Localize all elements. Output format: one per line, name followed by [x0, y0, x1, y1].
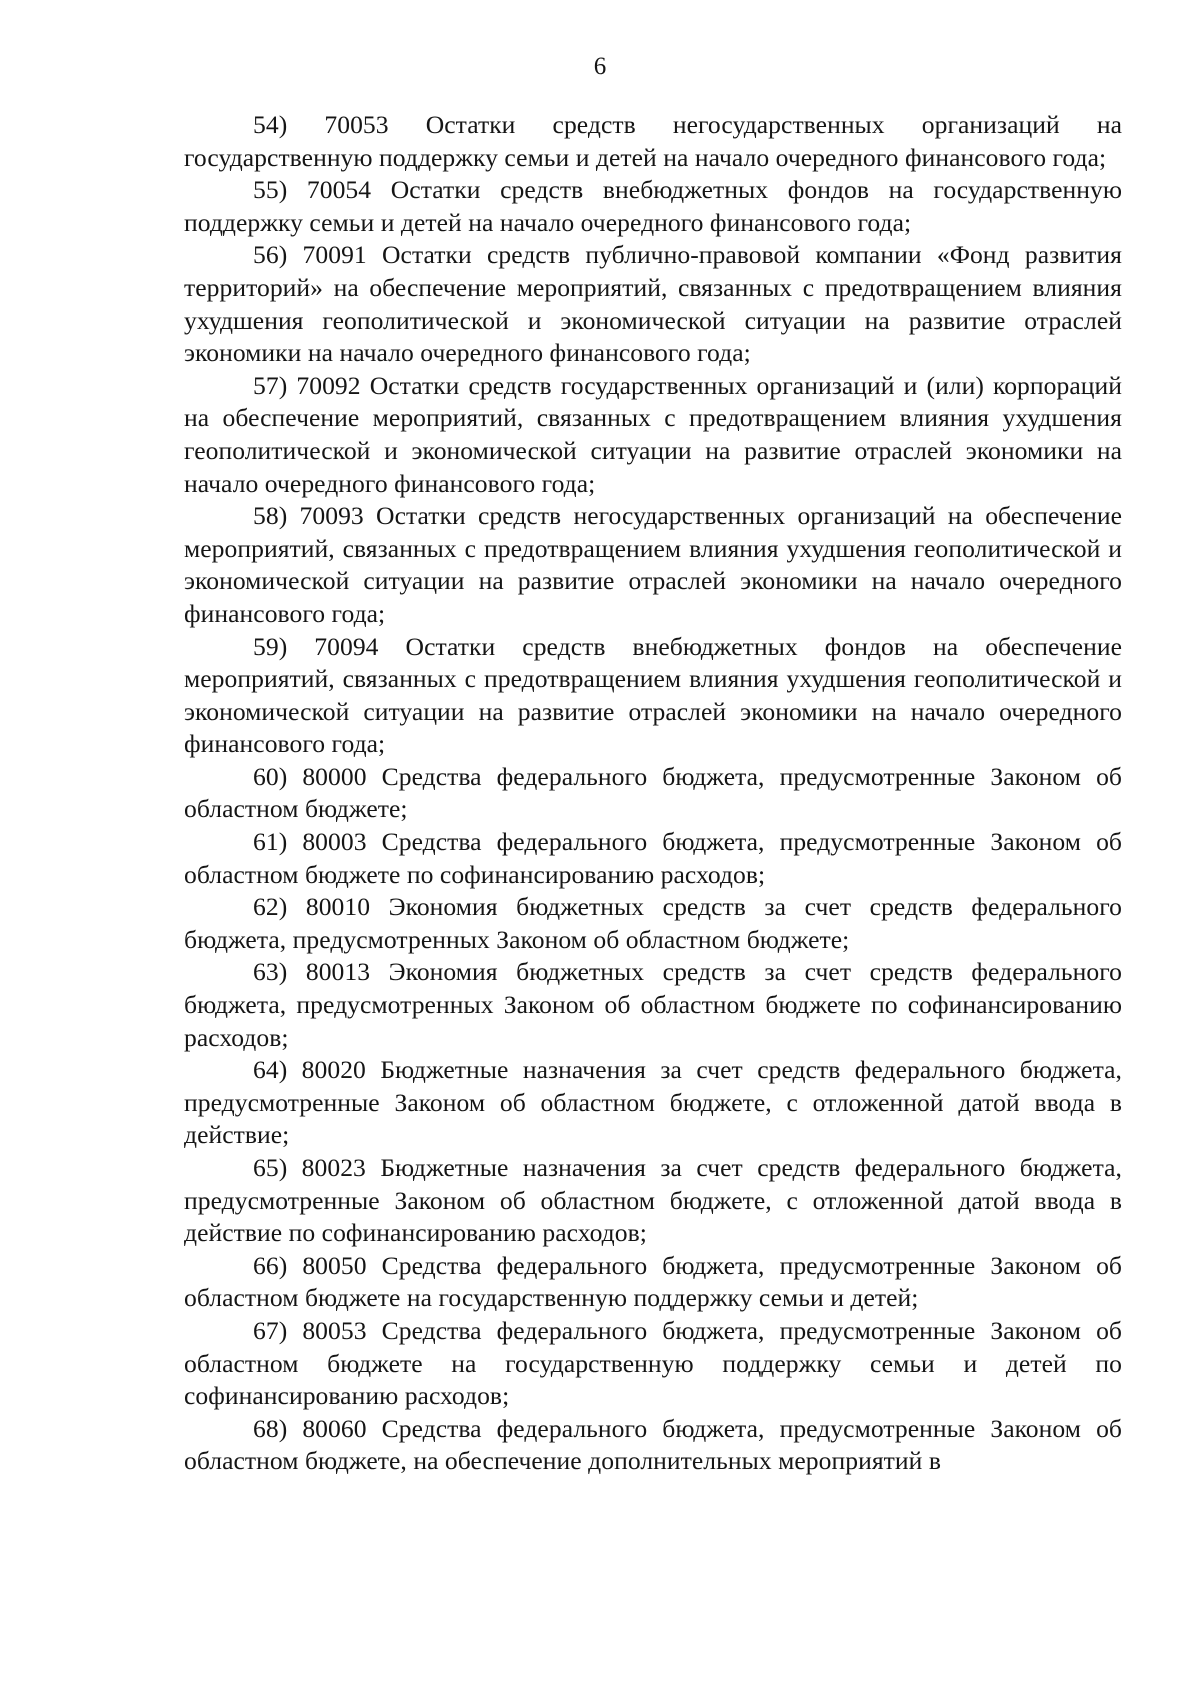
page-number: 6: [593, 53, 607, 80]
list-item-63: 63) 80013 Экономия бюджетных средств за счет средств федерального бюджета, предусмотренных Законом об областном бюджете по софинансированию расходов;: [184, 957, 1122, 1052]
list-item-65: 65) 80023 Бюджетные назначения за счет средств федерального бюджета, предусмотренные Законом об областном бюджете, с отложенной датой ввода в действие по софинансированию расходов;: [184, 1153, 1122, 1248]
list-item-61: 61) 80003 Средства федерального бюджета, предусмотренные Законом об областном бюджете по софинансированию расходов;: [184, 827, 1122, 889]
list-item-54: 54) 70053 Остатки средств негосударственных организаций на государственную поддержку семьи и детей на начало очередного финансового года;: [184, 110, 1122, 172]
list-item-58: 58) 70093 Остатки средств негосударственных организаций на обеспечение мероприятий, связанных с предотвращением влияния ухудшения геополитической и экономической ситуации на развитие отраслей экономики на начало очередного финансового года;: [184, 501, 1122, 628]
document-body: [184, 109, 1122, 1478]
list-item-56: 56) 70091 Остатки средств публично-правовой компании «Фонд развития территорий» на обеспечение мероприятий, связанных с предотвращением влияния ухудшения геополитической и экономической ситуации на развитие отраслей экономики на начало очередного финансового года;: [184, 240, 1122, 368]
list-item-60: 60) 80000 Средства федерального бюджета, предусмотренные Законом об областном бюджете;: [184, 761, 1122, 824]
list-item-62: 62) 80010 Экономия бюджетных средств за счет средств федерального бюджета, предусмотренных Законом об областном бюджете;: [184, 892, 1122, 954]
list-item-67: 67) 80053 Средства федерального бюджета, предусмотренные Законом об областном бюджете на государственную поддержку семьи и детей по софинансированию расходов;: [184, 1315, 1122, 1411]
list-item-66: 66) 80050 Средства федерального бюджета, предусмотренные Законом об областном бюджете на государственную поддержку семьи и детей;: [184, 1250, 1122, 1313]
list-item-68: 68) 80060 Средства федерального бюджета, предусмотренные Законом об областном бюджете, на обеспечение дополнительных мероприятий в: [184, 1413, 1122, 1476]
list-item-64: 64) 80020 Бюджетные назначения за счет средств федерального бюджета, предусмотренные Законом об областном бюджете, с отложенной датой ввода в действие;: [184, 1055, 1122, 1150]
list-item-57: 57) 70092 Остатки средств государственных организаций и (или) корпораций на обеспечение мероприятий, связанных с предотвращением влияния ухудшения геополитической и экономической ситуации на развитие отраслей экономики на начало очередного финансового года;: [184, 370, 1122, 498]
list-item-55: 55) 70054 Остатки средств внебюджетных фондов на государственную поддержку семьи и детей на начало очередного финансового года;: [184, 175, 1122, 237]
list-item-59: 59) 70094 Остатки средств внебюджетных фондов на обеспечение мероприятий, связанных с предотвращением влияния ухудшения геополитической и экономической ситуации на развитие отраслей экономики на начало очередного финансового года;: [184, 631, 1122, 759]
